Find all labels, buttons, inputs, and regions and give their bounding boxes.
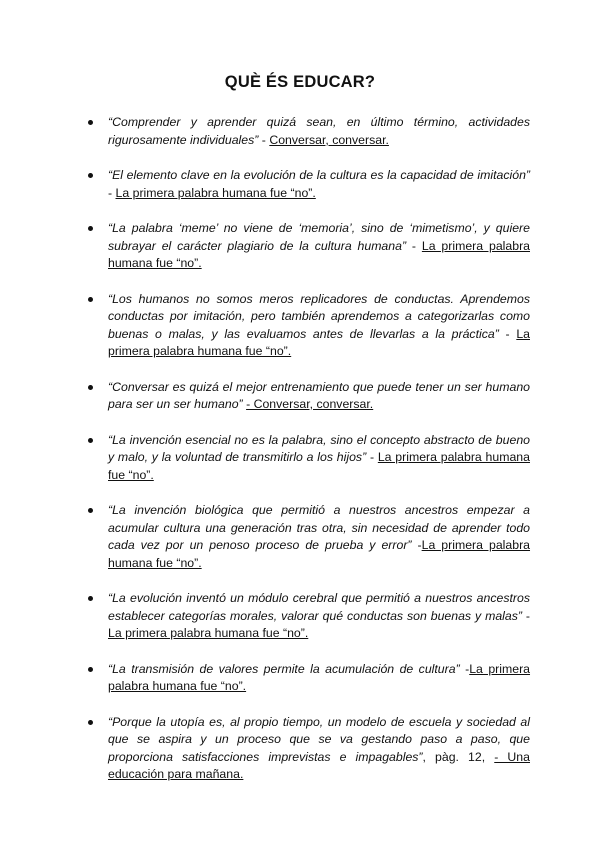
quote-source: La primera palabra humana fue “no”.: [115, 185, 316, 200]
bullet-icon: [88, 438, 93, 443]
quote-text: “El elemento clave en la evolución de la cultura es la capacidad de imitación”: [108, 168, 530, 182]
bullet-icon: [88, 720, 93, 725]
quote-separator: -: [108, 185, 116, 200]
quote-text: “La invención esencial no es la palabra, sino el concepto abstracto de bueno y malo, y la voluntad de transmitirlo a los hijos”: [108, 432, 530, 464]
list-item: [88, 291, 530, 361]
quote-text: “Comprender y aprender quizá sean, en último término, actividades rigurosamente individuales”: [108, 115, 530, 147]
list-item: [88, 432, 530, 485]
quote-text: “La invención biológica que permitió a nuestros ancestros empezar a acumular cultura una generación tras otra, sin necesidad de aprender todo cada vez por un penoso proceso de prueba y error”: [108, 503, 530, 552]
bullet-icon: [88, 596, 93, 601]
quote-text: “Porque la utopía es, al propio tiempo, un modelo de escuela y sociedad al que se aspira y un proceso que se va gestando paso a paso, que proporciona satisfacciones imprevistas e impagables”: [108, 714, 530, 764]
list-item: [88, 661, 530, 696]
quote-source: - Una educación para mañana.: [108, 749, 530, 781]
quote-source: La primera palabra humana fue “no”.: [108, 538, 531, 570]
bullet-icon: [88, 297, 93, 302]
quote-separator: -: [459, 661, 470, 676]
quote-source: La primera palabra humana fue “no”.: [108, 326, 530, 358]
bullet-icon: [88, 508, 93, 513]
list-item: [88, 502, 530, 572]
quote-list: [88, 114, 530, 802]
bullet-icon: [88, 667, 93, 672]
quote-separator: -: [411, 538, 422, 552]
quote-separator: , pàg. 12,: [422, 749, 495, 764]
list-item: [88, 590, 530, 643]
list-item: [88, 220, 530, 273]
list-item: [88, 167, 530, 202]
quote-separator: -: [258, 132, 270, 147]
quote-source: La primera palabra humana fue “no”.: [108, 238, 530, 270]
quote-separator: -: [406, 238, 422, 253]
quote-separator: -: [366, 450, 378, 464]
quote-text: “Los humanos no somos meros replicadores de conductas. Aprendemos conductas por imitación, pero también aprendemos a categorizarlas como buenas o malas, y las evaluamos antes de llevarlas a la práctica”: [108, 291, 530, 341]
quote-source: La primera palabra humana fue “no”.: [108, 450, 530, 482]
quote-separator: -: [521, 608, 531, 623]
quote-text: “La evolución inventó un módulo cerebral que permitió a nuestros ancestros establecer categorías morales, valorar qué conductas son buenas y malas”: [108, 591, 530, 623]
list-item: [88, 714, 530, 784]
quote-text: “La palabra ‘meme’ no viene de ‘memoria’, sino de ‘mimetismo’, y quiere subrayar el carácter plagiario de la cultura humana”: [108, 221, 530, 253]
quote-text: “La transmisión de valores permite la acumulación de cultura”: [108, 661, 460, 676]
bullet-icon: [88, 173, 93, 178]
quote-source: La primera palabra humana fue “no”.: [108, 626, 309, 640]
list-item: [88, 114, 530, 149]
quote-separator: -: [498, 326, 517, 341]
page-title: QUÈ ÉS EDUCAR?: [224, 73, 376, 91]
quote-source: - Conversar, conversar.: [246, 397, 374, 411]
bullet-icon: [88, 120, 93, 125]
list-item: [88, 379, 530, 414]
bullet-icon: [88, 385, 93, 390]
quote-source: La primera palabra humana fue “no”.: [108, 661, 531, 693]
bullet-icon: [88, 226, 93, 231]
quote-text: “Conversar es quizá el mejor entrenamiento que puede tener un ser humano para ser un ser humano”: [108, 379, 530, 411]
quote-source: Conversar, conversar.: [269, 132, 389, 147]
